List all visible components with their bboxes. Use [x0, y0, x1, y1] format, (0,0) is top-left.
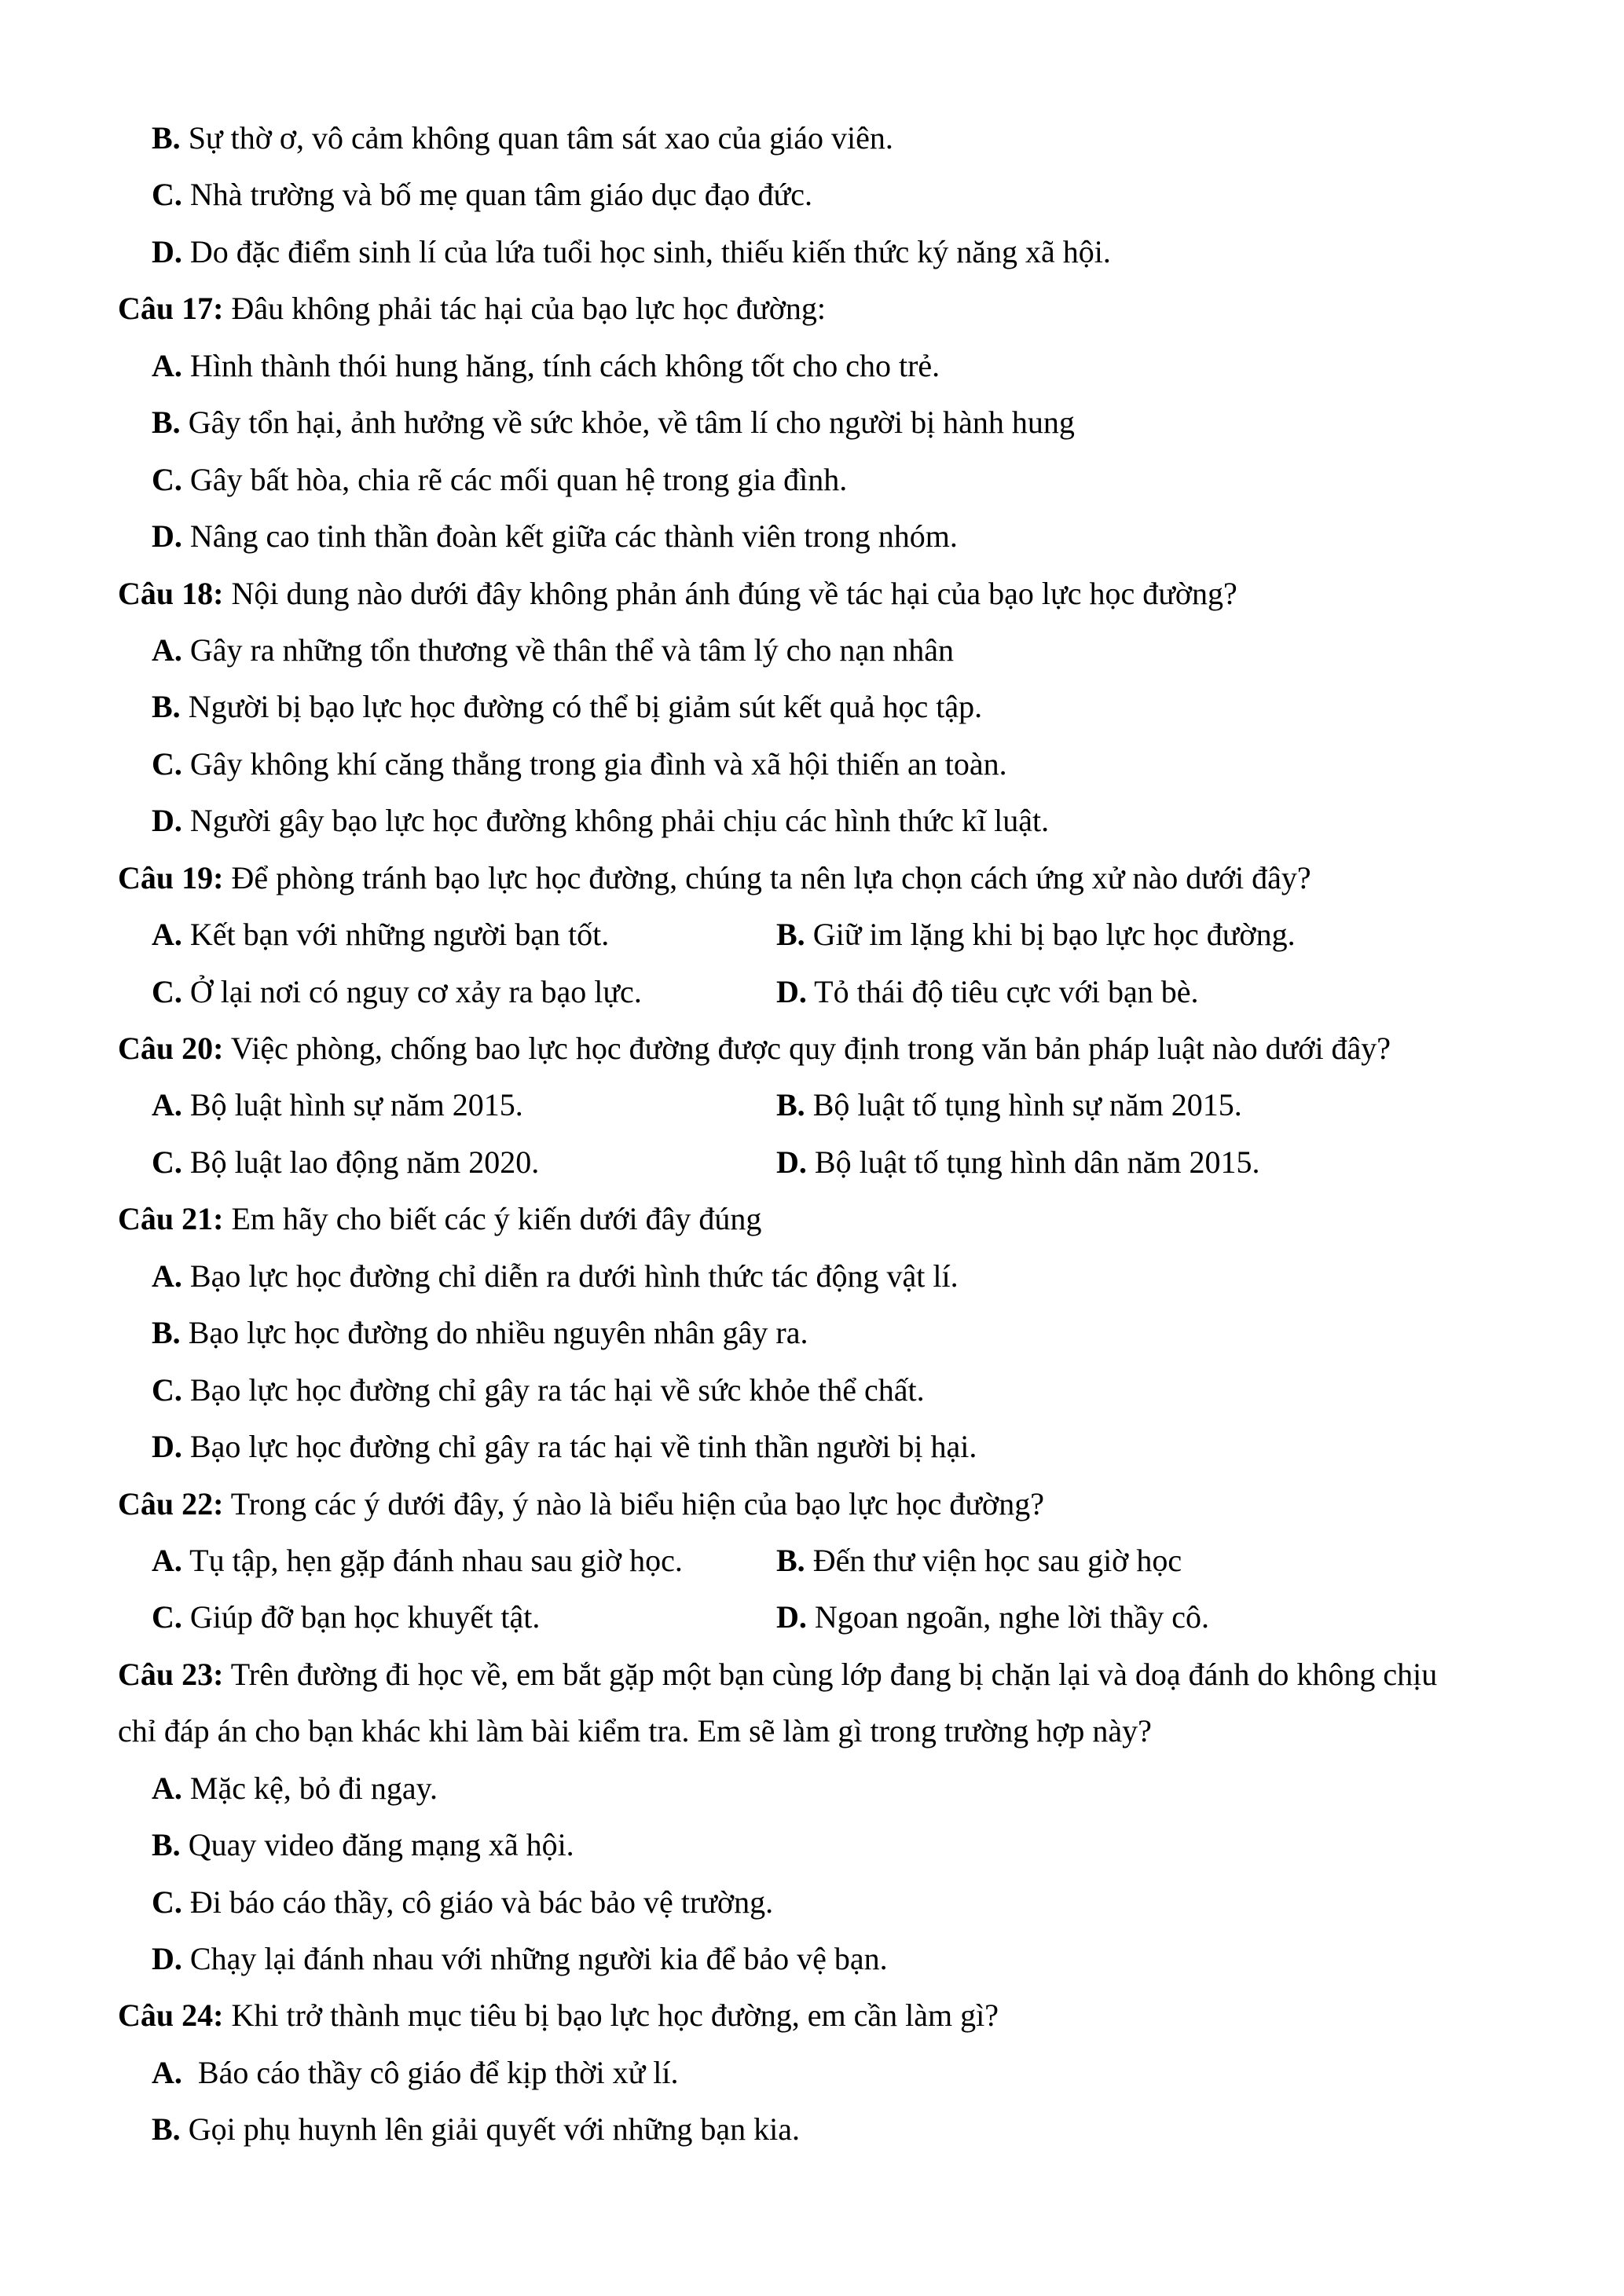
q18-stem	[0, 566, 1624, 622]
option-text: Quay video đăng mạng xã hội.	[180, 1827, 574, 1863]
option-label: B.	[152, 120, 181, 156]
option-text: Bộ luật tố tụng hình sự năm 2015.	[805, 1087, 1242, 1123]
q20-options-row-1	[0, 1077, 1624, 1133]
option-label: D.	[152, 803, 182, 839]
question-number: Câu 24:	[118, 1998, 224, 2034]
option-text: Do đặc điểm sinh lí của lứa tuổi học sinh, thiếu kiến thức ký năng xã hội.	[181, 233, 1111, 269]
option-text: Kết bạn với những người bạn tốt.	[181, 917, 610, 953]
q21-option-a	[0, 1248, 1624, 1305]
option-text: Bạo lực học đường do nhiều nguyên nhân gây ra.	[180, 1315, 808, 1351]
option-text: Nâng cao tinh thần đoàn kết giữa các thành viên trong nhóm.	[181, 518, 958, 555]
question-text: Việc phòng, chống bao lực học đường được quy định trong văn bản pháp luật nào dưới đây?	[223, 1031, 1391, 1066]
question-text: Trong các ý dưới đây, ý nào là biểu hiện của bạo lực học đường?	[223, 1485, 1044, 1522]
q24-option-a	[0, 2045, 1624, 2101]
q16-option-b	[0, 110, 1624, 167]
question-text: Khi trở thành mục tiêu bị bạo lực học đường, em cần làm gì?	[223, 1998, 999, 2034]
q24-stem	[0, 1987, 1624, 2044]
option-text: Đến thư viện học sau giờ học	[805, 1542, 1182, 1578]
option-label: D.	[152, 1941, 182, 1976]
option-label: C.	[152, 1599, 182, 1635]
option-text: Nhà trường và bố mẹ quan tâm giáo dục đạo đức.	[181, 177, 812, 213]
option-label: D.	[152, 233, 182, 269]
q23-option-a	[0, 1760, 1624, 1817]
q18-option-b	[0, 679, 1624, 735]
option-label: C.	[152, 461, 182, 497]
q19-option-d	[776, 964, 1199, 1020]
option-text: Gây bất hòa, chia rẽ các mối quan hệ trong gia đình.	[181, 461, 848, 497]
q22-stem	[0, 1476, 1624, 1532]
option-text: Gây tổn hại, ảnh hưởng về sức khỏe, về tâm lí cho người bị hành hung	[180, 405, 1075, 441]
q22-option-c	[152, 1589, 540, 1646]
q19-options-row-1	[0, 906, 1624, 963]
option-label: C.	[152, 1371, 182, 1408]
q22-option-d	[776, 1589, 1209, 1646]
option-label: B.	[776, 1542, 805, 1578]
option-text: Báo cáo thầy cô giáo để kịp thời xử lí.	[181, 2054, 679, 2090]
q21-option-c	[0, 1362, 1624, 1419]
option-text: Sự thờ ơ, vô cảm không quan tâm sát xao của giáo viên.	[180, 120, 893, 156]
question-number: Câu 18:	[118, 575, 224, 611]
option-label: B.	[776, 1087, 805, 1123]
q16-option-d	[0, 224, 1624, 280]
q23-option-d	[0, 1931, 1624, 1987]
option-label: D.	[152, 1429, 182, 1465]
option-label: C.	[152, 745, 182, 782]
q21-option-b	[0, 1305, 1624, 1361]
q19-stem	[0, 850, 1624, 906]
option-label: A.	[152, 1770, 182, 1806]
option-text: Gọi phụ huynh lên giải quyết với những bạn kia.	[180, 2111, 800, 2148]
q20-option-a	[152, 1077, 523, 1133]
q19-option-c	[152, 964, 642, 1020]
option-text: Chạy lại đánh nhau với những người kia để bảo vệ bạn.	[181, 1941, 888, 1976]
option-label: A.	[152, 1258, 182, 1294]
q21-stem	[0, 1191, 1624, 1247]
question-text: chỉ đáp án cho bạn khác khi làm bài kiểm tra. Em sẽ làm gì trong trường hợp này?	[118, 1713, 1152, 1749]
option-text: Ngoan ngoãn, nghe lời thầy cô.	[806, 1599, 1210, 1635]
question-text: Trên đường đi học về, em bắt gặp một bạn cùng lớp đang bị chặn lại và doạ đánh do không chịu	[223, 1656, 1438, 1692]
option-text: Người gây bạo lực học đường không phải chịu các hình thức kĩ luật.	[181, 803, 1050, 839]
question-text: Nội dung nào dưới đây không phản ánh đúng về tác hại của bạo lực học đường?	[223, 575, 1237, 611]
option-label: D.	[152, 518, 182, 555]
option-label: A.	[152, 2054, 182, 2090]
q20-option-c	[152, 1134, 539, 1191]
option-text: Gây không khí căng thẳng trong gia đình và xã hội thiến an toàn.	[181, 745, 1007, 782]
q22-option-b	[776, 1532, 1182, 1589]
option-label: C.	[152, 177, 182, 213]
q16-option-c	[0, 167, 1624, 223]
option-label: A.	[152, 1542, 182, 1578]
option-text: Bộ luật tố tụng hình dân năm 2015.	[806, 1144, 1260, 1180]
option-text: Bộ luật lao động năm 2020.	[181, 1144, 540, 1180]
q22-options-row-1	[0, 1532, 1624, 1589]
option-text: Gây ra những tổn thương về thân thể và tâm lý cho nạn nhân	[181, 632, 954, 668]
question-number: Câu 23:	[118, 1656, 224, 1692]
q19-option-a	[152, 906, 609, 963]
option-text: Tỏ thái độ tiêu cực với bạn bè.	[806, 973, 1199, 1009]
q23-stem-continued	[0, 1703, 1624, 1760]
q18-option-a	[0, 622, 1624, 679]
option-label: D.	[776, 973, 807, 1009]
option-label: B.	[776, 917, 805, 953]
option-text: Người bị bạo lực học đường có thể bị giảm sút kết quả học tập.	[180, 689, 983, 725]
option-label: B.	[152, 405, 181, 441]
q20-stem	[0, 1020, 1624, 1077]
question-text: Đâu không phải tác hại của bạo lực học đường:	[223, 291, 826, 327]
question-text: Em hãy cho biết các ý kiến dưới đây đúng	[223, 1201, 762, 1237]
option-label: C.	[152, 973, 182, 1009]
q21-option-d	[0, 1419, 1624, 1475]
option-text: Tụ tập, hẹn gặp đánh nhau sau giờ học.	[181, 1542, 683, 1578]
option-label: A.	[152, 632, 182, 668]
q23-option-c	[0, 1874, 1624, 1931]
option-text: Đi báo cáo thầy, cô giáo và bác bảo vệ trường.	[181, 1884, 774, 1920]
option-label: C.	[152, 1144, 182, 1180]
option-label: C.	[152, 1884, 182, 1920]
q17-option-d	[0, 508, 1624, 565]
option-label: A.	[152, 347, 182, 383]
option-text: Giúp đỡ bạn học khuyết tật.	[181, 1599, 541, 1635]
option-text: Ở lại nơi có nguy cơ xảy ra bạo lực.	[181, 973, 642, 1009]
document-page	[0, 110, 1624, 2159]
option-label: B.	[152, 2111, 181, 2148]
q23-stem	[0, 1646, 1624, 1703]
option-label: B.	[152, 1827, 181, 1863]
q22-option-a	[152, 1532, 683, 1589]
q17-option-a	[0, 338, 1624, 394]
option-text: Hình thành thói hung hăng, tính cách không tốt cho cho trẻ.	[181, 347, 940, 383]
q24-option-b	[0, 2101, 1624, 2158]
q19-option-b	[776, 906, 1296, 963]
q17-stem	[0, 280, 1624, 337]
option-label: A.	[152, 917, 182, 953]
q18-option-d	[0, 793, 1624, 849]
option-text: Bạo lực học đường chỉ gây ra tác hại về sức khỏe thể chất.	[181, 1371, 925, 1408]
option-label: A.	[152, 1087, 182, 1123]
option-text: Bộ luật hình sự năm 2015.	[181, 1087, 523, 1123]
question-number: Câu 22:	[118, 1485, 224, 1522]
option-label: B.	[152, 1315, 181, 1351]
q18-option-c	[0, 736, 1624, 793]
option-text: Bạo lực học đường chỉ diễn ra dưới hình thức tác động vật lí.	[181, 1258, 959, 1294]
question-number: Câu 21:	[118, 1201, 224, 1237]
q20-option-d	[776, 1134, 1260, 1191]
q20-options-row-2	[0, 1134, 1624, 1191]
q22-options-row-2	[0, 1589, 1624, 1646]
q23-option-b	[0, 1817, 1624, 1873]
question-number: Câu 20:	[118, 1031, 224, 1066]
option-text: Mặc kệ, bỏ đi ngay.	[181, 1770, 438, 1806]
question-text: Để phòng tránh bạo lực học đường, chúng ta nên lựa chọn cách ứng xử nào dưới đây?	[223, 859, 1311, 895]
option-text: Bạo lực học đường chỉ gây ra tác hại về tinh thần người bị hại.	[181, 1429, 977, 1465]
question-number: Câu 19:	[118, 859, 224, 895]
q17-option-c	[0, 452, 1624, 508]
option-label: D.	[776, 1144, 807, 1180]
question-number: Câu 17:	[118, 291, 224, 327]
option-label: D.	[776, 1599, 807, 1635]
q20-option-b	[776, 1077, 1242, 1133]
option-label: B.	[152, 689, 181, 725]
option-text: Giữ im lặng khi bị bạo lực học đường.	[805, 917, 1296, 953]
q19-options-row-2	[0, 964, 1624, 1020]
q17-option-b	[0, 394, 1624, 451]
